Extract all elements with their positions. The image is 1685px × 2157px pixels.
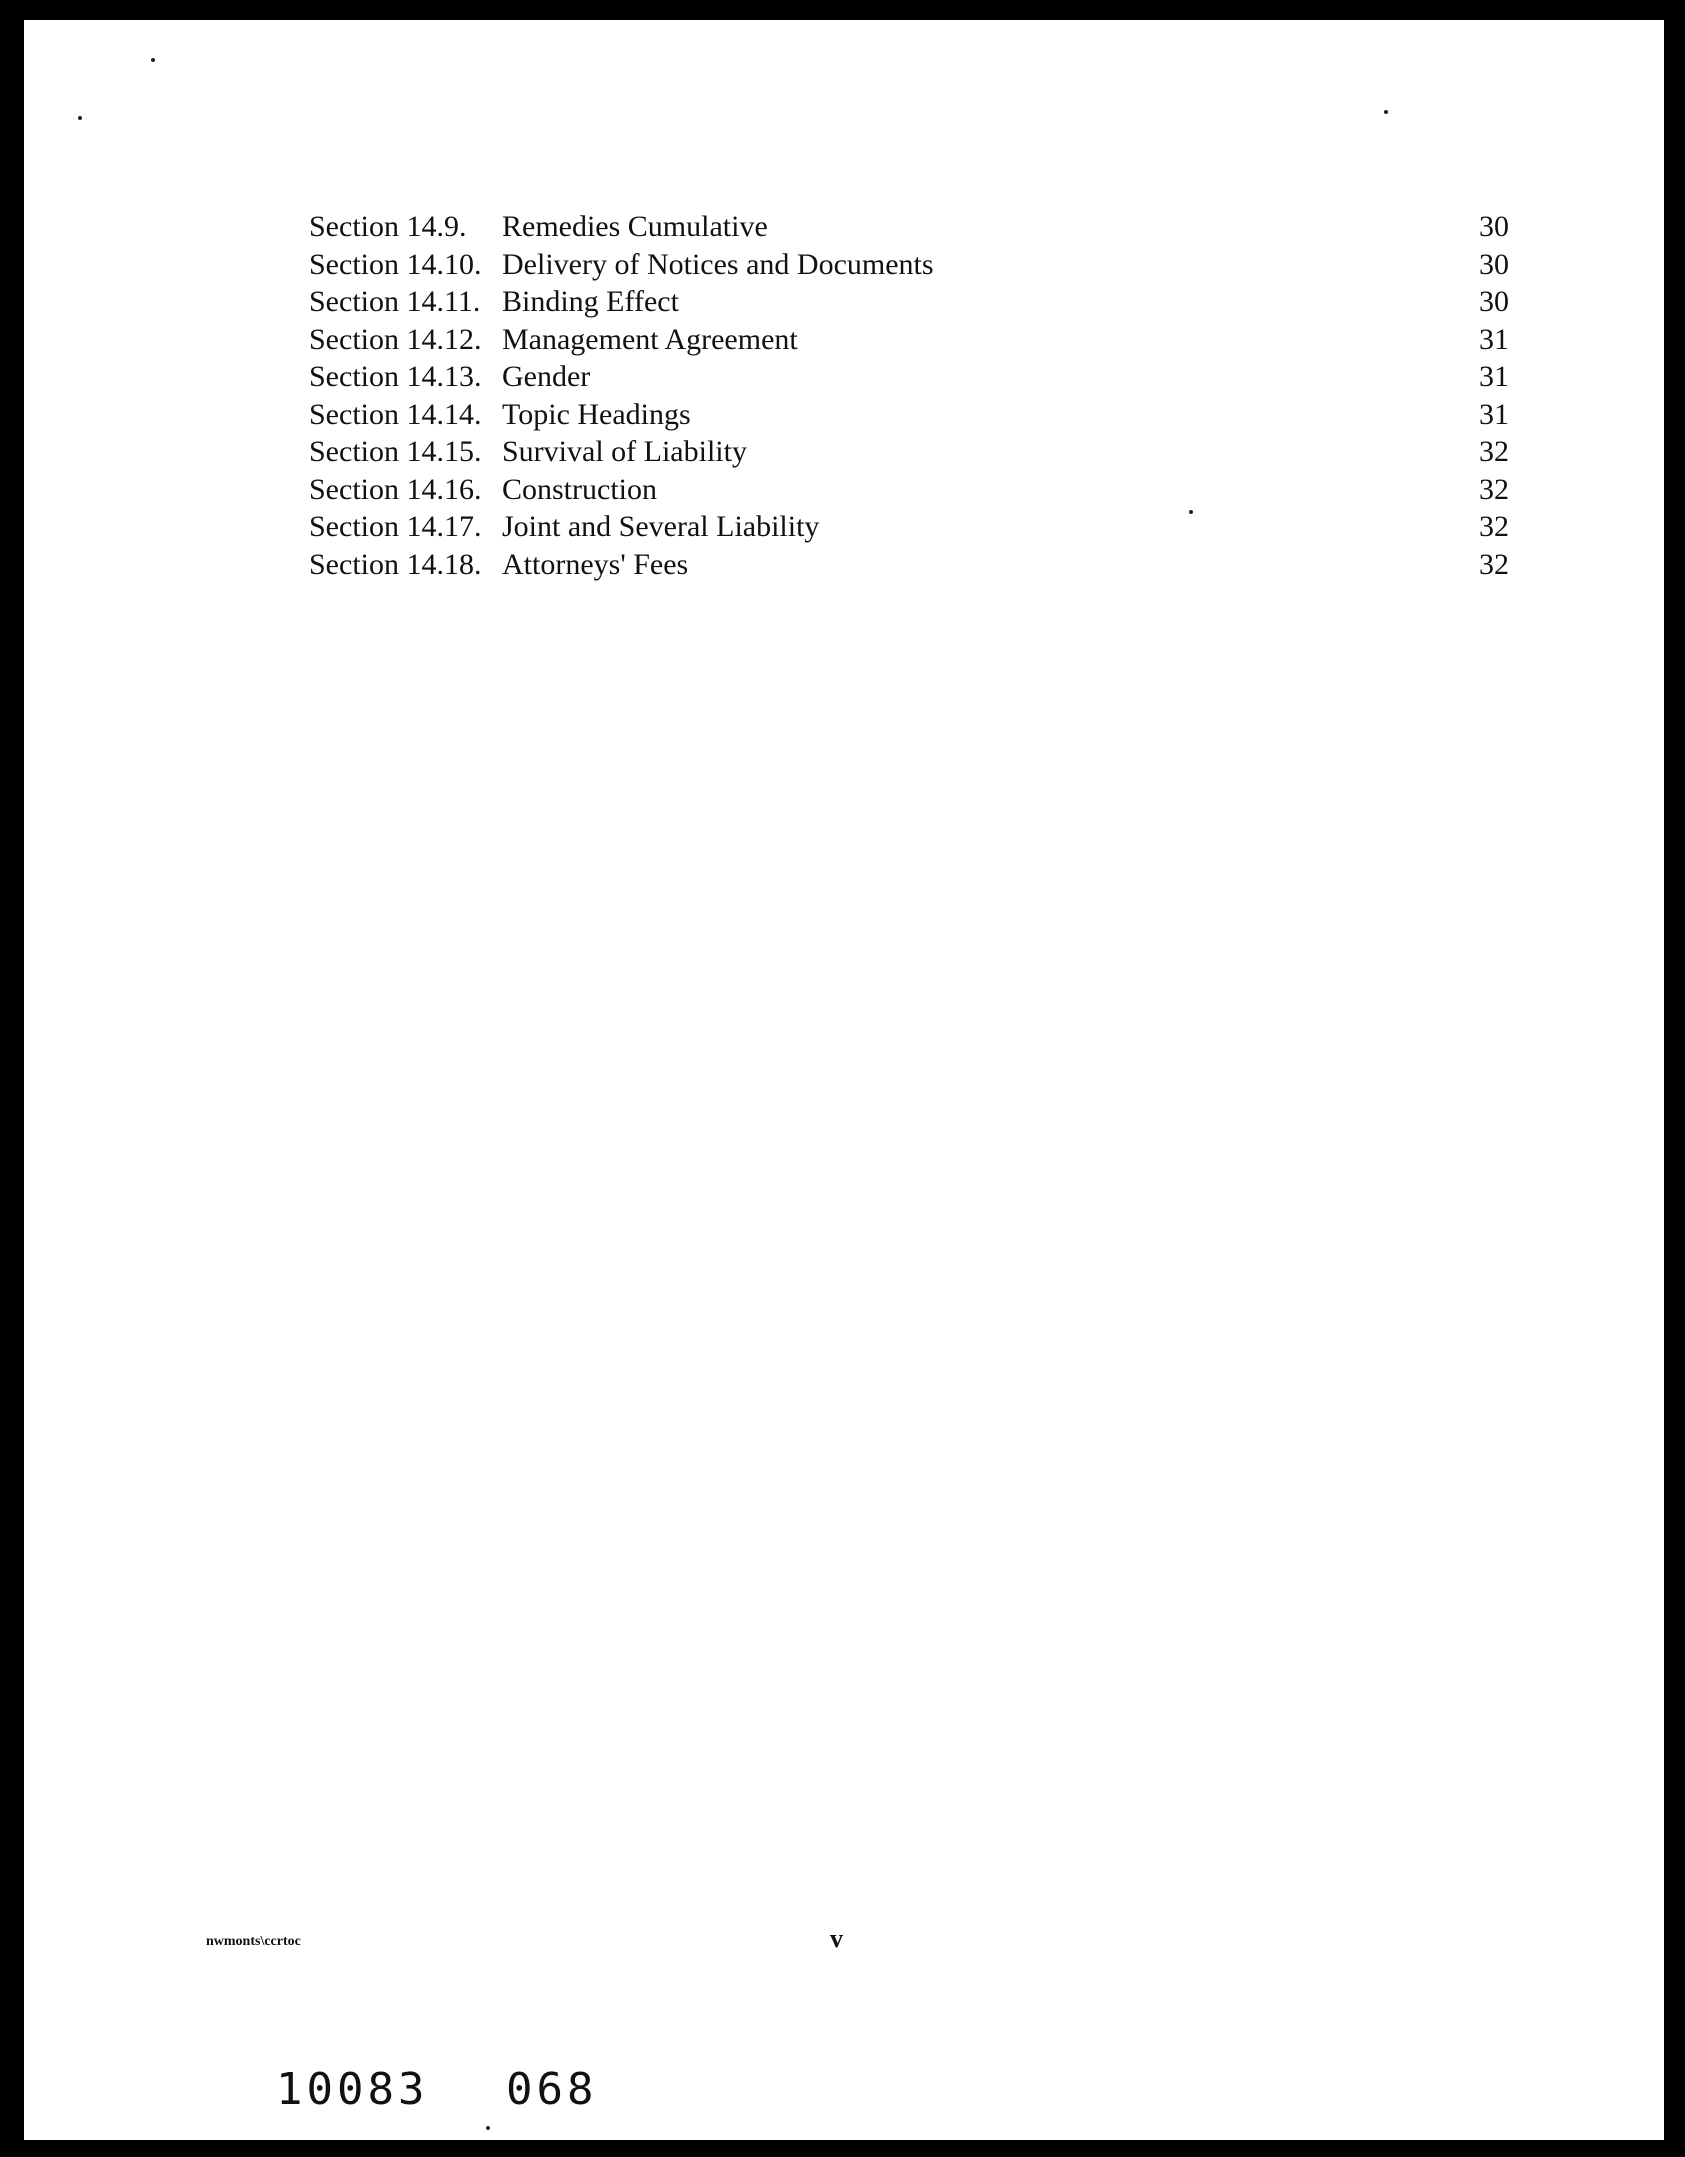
toc-entry-number: Section 14.14. — [309, 397, 482, 431]
toc-entry-number: Section 14.9. — [309, 210, 467, 243]
toc-entry-number: Section 14.13. — [309, 360, 482, 393]
toc-entry-title: Joint and Several Liability — [502, 510, 820, 543]
scan-speck — [78, 116, 82, 120]
toc-entry — [309, 358, 1509, 396]
toc-entry-page: 31 — [1479, 360, 1509, 393]
toc-entry-page: 30 — [1479, 285, 1509, 318]
toc-entry-page: 32 — [1479, 547, 1509, 581]
scan-speck — [151, 58, 155, 62]
document-stamp-number: 10083 — [276, 2064, 429, 2115]
toc-entry — [309, 396, 1509, 434]
document-page — [24, 20, 1664, 2140]
toc-entry-title: Delivery of Notices and Documents — [502, 247, 934, 281]
scan-speck — [486, 2126, 490, 2130]
toc-entry — [309, 433, 1509, 471]
toc-entry-title: Construction — [502, 472, 657, 506]
table-of-contents — [309, 208, 1509, 583]
toc-entry — [309, 246, 1509, 284]
toc-entry-number: Section 14.17. — [309, 510, 482, 543]
toc-entry — [309, 321, 1509, 359]
toc-entry-page: 30 — [1479, 247, 1509, 281]
toc-entry — [309, 208, 1509, 246]
scan-speck — [1189, 510, 1193, 514]
toc-entry-title: Topic Headings — [502, 397, 691, 431]
toc-entry-page: 31 — [1479, 322, 1509, 356]
toc-entry-number: Section 14.18. — [309, 547, 482, 581]
toc-entry-title: Attorneys' Fees — [502, 547, 689, 581]
footer-page-numeral: v — [830, 1924, 843, 1953]
toc-entry-title: Gender — [502, 360, 591, 393]
toc-entry-title: Binding Effect — [502, 285, 679, 318]
toc-entry-page: 30 — [1479, 210, 1509, 243]
toc-entry-number: Section 14.10. — [309, 247, 482, 281]
document-stamp-number: 068 — [506, 2064, 598, 2115]
toc-entry — [309, 283, 1509, 321]
scan-speck — [1384, 110, 1388, 114]
toc-entry — [309, 546, 1509, 584]
toc-entry-page: 32 — [1479, 510, 1509, 543]
toc-entry — [309, 508, 1509, 546]
toc-entry-title: Management Agreement — [502, 322, 798, 356]
toc-entry-page: 32 — [1479, 435, 1509, 468]
toc-entry-title: Remedies Cumulative — [502, 210, 768, 243]
toc-entry-number: Section 14.16. — [309, 472, 482, 506]
toc-entry-title: Survival of Liability — [502, 435, 747, 468]
toc-entry-number: Section 14.15. — [309, 435, 482, 468]
toc-entry — [309, 471, 1509, 509]
toc-entry-number: Section 14.11. — [309, 285, 481, 318]
footer-file-path: nwmonts\ccrtoc — [206, 1934, 301, 1949]
toc-entry-page: 32 — [1479, 472, 1509, 506]
toc-entry-number: Section 14.12. — [309, 322, 482, 356]
toc-entry-page: 31 — [1479, 397, 1509, 431]
